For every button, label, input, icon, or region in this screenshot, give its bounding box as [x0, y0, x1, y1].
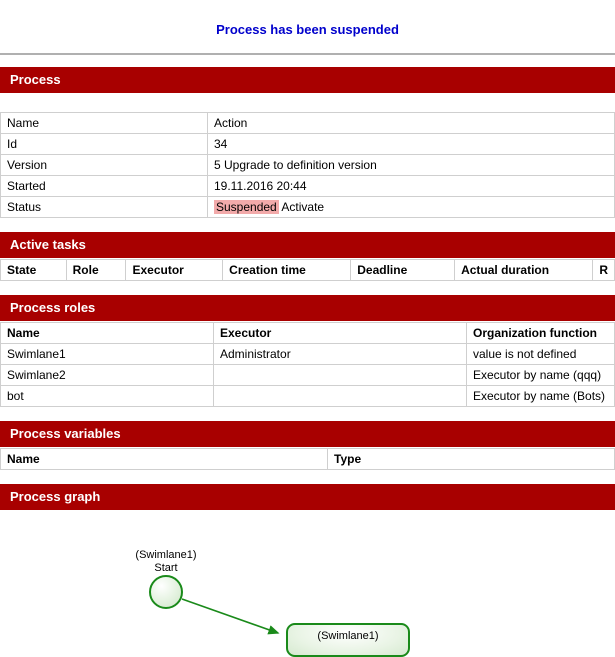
process-properties-table — [0, 112, 615, 218]
table-row-status — [1, 197, 615, 218]
table-row — [1, 113, 615, 134]
column-header-type: Type — [328, 449, 615, 470]
table-row — [1, 134, 615, 155]
table-row — [1, 365, 615, 386]
table-row — [1, 386, 615, 407]
column-header-remaining: R — [593, 260, 615, 281]
column-header-executor: Executor — [214, 323, 467, 344]
table-header-row — [1, 449, 615, 470]
role-organization-function: Executor by name (Bots) — [467, 386, 615, 407]
section-header-process: Process — [0, 67, 615, 94]
role-name: bot — [1, 386, 214, 407]
active-tasks-table — [0, 259, 615, 281]
property-label: Started — [1, 176, 208, 197]
column-header-executor: Executor — [126, 260, 223, 281]
column-header-creation-time: Creation time — [223, 260, 351, 281]
role-name: Swimlane2 — [1, 365, 214, 386]
section-header-process-variables: Process variables — [0, 421, 615, 448]
property-value: 19.11.2016 20:44 — [208, 176, 615, 197]
property-value: 34 — [208, 134, 615, 155]
column-header-actual-duration: Actual duration — [455, 260, 593, 281]
column-header-name: Name — [1, 323, 214, 344]
start-node-label: (Swimlane1) Start — [135, 549, 197, 574]
section-header-process-graph: Process graph — [0, 484, 615, 511]
section-header-process-roles: Process roles — [0, 295, 615, 322]
role-executor — [214, 365, 467, 386]
status-badge: Suspended — [216, 200, 277, 214]
table-row — [1, 344, 615, 365]
column-header-role: Role — [66, 260, 126, 281]
status-message: Process has been suspended — [216, 22, 399, 37]
property-value: 5 Upgrade to definition version — [208, 155, 615, 176]
header-divider — [0, 53, 615, 55]
role-organization-function: value is not defined — [467, 344, 615, 365]
column-header-organization-function: Organization function — [467, 323, 615, 344]
process-variables-table — [0, 448, 615, 470]
column-header-state: State — [1, 260, 67, 281]
table-row — [1, 176, 615, 197]
column-header-name: Name — [1, 449, 328, 470]
role-executor — [214, 386, 467, 407]
section-header-active-tasks: Active tasks — [0, 232, 615, 259]
role-organization-function: Executor by name (qqq) — [467, 365, 615, 386]
property-label: Id — [1, 134, 208, 155]
table-header-row — [1, 260, 615, 281]
process-graph-canvas[interactable] — [0, 511, 615, 641]
process-roles-table — [0, 322, 615, 407]
property-label: Version — [1, 155, 208, 176]
table-row — [1, 155, 615, 176]
activate-link[interactable]: Activate — [281, 200, 325, 214]
transition-arrow — [0, 511, 615, 641]
property-value-status — [208, 197, 615, 218]
task-node[interactable]: (Swimlane1) — [286, 623, 410, 657]
column-header-deadline: Deadline — [351, 260, 455, 281]
property-label: Status — [1, 197, 208, 218]
role-name: Swimlane1 — [1, 344, 214, 365]
role-executor: Administrator — [214, 344, 467, 365]
property-value: Action — [208, 113, 615, 134]
property-label: Name — [1, 113, 208, 134]
table-header-row — [1, 323, 615, 344]
